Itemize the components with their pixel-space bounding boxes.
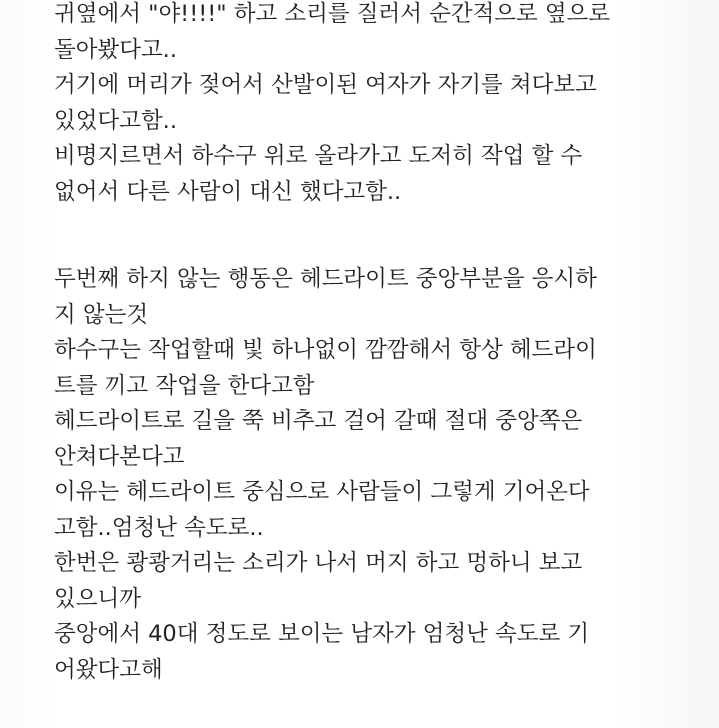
text-line: 중앙에서 40대 정도로 보이는 남자가 엄청난 속도로 기 <box>54 621 590 647</box>
text-line: 두번째 하지 않는 행동은 헤드라이트 중앙부분을 응시하 <box>54 266 597 292</box>
paragraph-1 <box>54 0 694 210</box>
text-line: 있었다고함.. <box>54 107 177 134</box>
text-line: 어왔다고해 <box>54 656 163 683</box>
text-line: 하수구는 작업할때 빛 하나없이 깜깜해서 항상 헤드라이 <box>54 337 597 363</box>
text-line: 안쳐다본다고 <box>54 443 185 470</box>
text-line: 고함..엄청난 속도로.. <box>54 514 264 541</box>
paragraph-2 <box>54 262 694 688</box>
text-line: 거기에 머리가 젖어서 산발이된 여자가 자기를 쳐다보고 <box>54 72 597 98</box>
text-line: 트를 끼고 작업을 한다고함 <box>54 372 315 399</box>
text-line: 돌아봤다고.. <box>54 36 177 63</box>
text-line: 없어서 다른 사람이 대신 했다고함.. <box>54 178 402 205</box>
text-line: 비명지르면서 하수구 위로 올라가고 도저히 작업 할 수 <box>54 143 583 169</box>
text-line: 있으니까 <box>54 585 141 612</box>
text-line: 귀옆에서 "야!!!!" 하고 소리를 질러서 순간적으로 옆으로 <box>54 1 611 27</box>
text-line: 지 않는것 <box>54 301 149 328</box>
text-line: 한번은 쾅쾅거리는 소리가 나서 머지 하고 멍하니 보고 <box>54 550 583 576</box>
text-line: 헤드라이트로 길을 쭉 비추고 걸어 갈때 절대 중앙쪽은 <box>54 408 583 434</box>
text-line: 이유는 헤드라이트 중심으로 사람들이 그렇게 기어온다 <box>54 479 590 505</box>
